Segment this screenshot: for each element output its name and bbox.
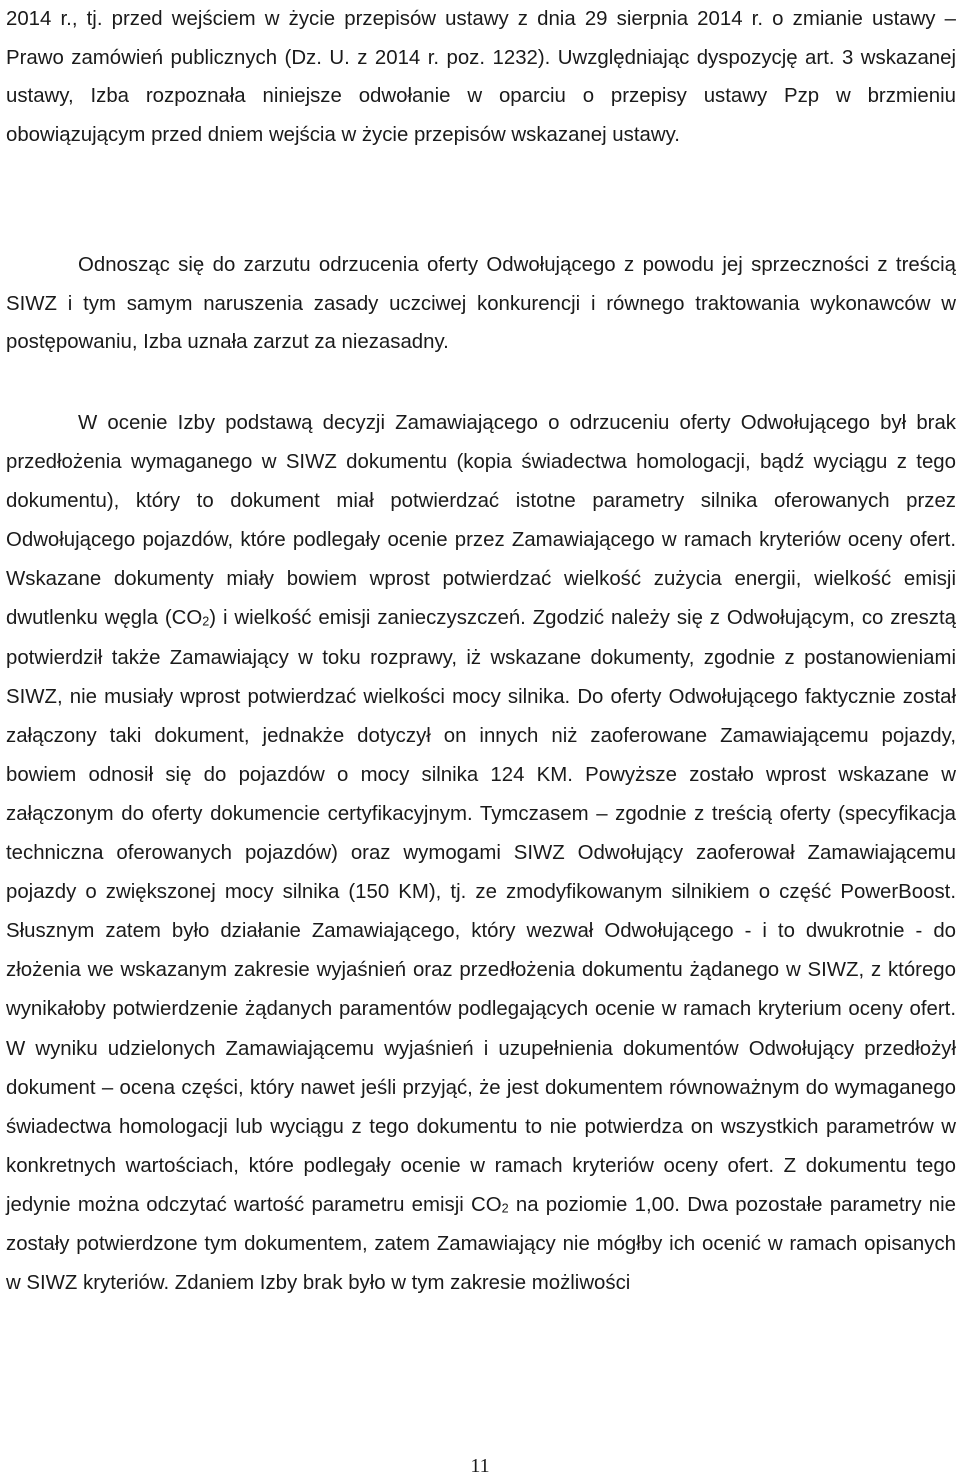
assessment-text-part-b: ) i wielkość emisji zanieczyszczeń. Zgodzić należy się z Odwołującym, co zresztą potwierdził także Zamawiający w toku rozprawy, iż wskazane dokumenty, zgodnie z postanowieniami SIWZ, nie musiały wprost potwierdzać wielkości mocy silnika. Do oferty Odwołującego faktycznie został załączony taki dokument, jednakże dotyczył on innych niż zaoferowane Zamawiającemu pojazdy, bowiem odnosił się do pojazdów o mocy silnika 124 KM. Powyższe zostało wprost wskazane w załączonym do oferty dokumencie certyfikacyjnym. Tymczasem – zgodnie z treścią oferty (specyfikacja techniczna oferowanych pojazdów) oraz wymogami SIWZ Odwołujący zaoferował Zamawiającemu pojazdy o zwiększonej mocy silnika (150 KM), tj. ze zmodyfikowanym silnikiem o część PowerBoost. Słusznym zatem było działanie Zamawiającego, który wezwał Odwołującego - i to dwukrotnie - do złożenia we wskazanym zakresie wyjaśnień oraz przedłożenia dokumentu żądanego w SIWZ, z którego wynikałoby potwierdzenie żądanych paramentów podlegających ocenie w ramach kryterium oceny ofert. W wyniku udzielonych Zamawiającemu wyjaśnień i uzupełnienia dokumentów Odwołujący przedłożył dokument – ocena części, który nawet jeśli przyjąć, że jest dokumentem równoważnym do wymaganego świadectwa homologacji lub wyciągu z tego dokumentu to nie potwierdza on wszystkich parametrów w konkretnych wartościach, które podlegały ocenie w ramach kryteriów oceny ofert. Z dokumentu tego jedynie można odczytać wartość parametru emisji CO: [6, 607, 956, 1216]
co2-subscript-second: 2: [501, 1201, 509, 1216]
assessment-text-part-c: na poziomie 1,00. Dwa pozostałe parametry nie zostały potwierdzone tym dokumentem, zatem Zamawiający nie mógłby ich ocenić w ramach opisanych w SIWZ kryteriów. Zdaniem Izby brak było w tym zakresie możliwości: [6, 1193, 956, 1295]
page-number: 11: [470, 1455, 490, 1477]
paragraph-legal-basis: 2014 r., tj. przed wejściem w życie przepisów ustawy z dnia 29 sierpnia 2014 r. o zmianie ustawy – Prawo zamówień publicznych (Dz. U. z 2014 r. poz. 1232). Uwzględniając dyspozycję art. 3 wskazanej ustawy, Izba rozpoznała niniejsze odwołanie w oparciu o przepisy ustawy Pzp w brzmieniu obowiązującym przed dniem wejścia w życie przepisów wskazanej ustawy.: [6, 8, 956, 146]
assessment-text-part-a: W ocenie Izby podstawą decyzji Zamawiającego o odrzuceniu oferty Odwołującego był brak przedłożenia wymaganego w SIWZ dokumentu (kopia świadectwa homologacji, bądź wyciągu z tego dokumentu), który to dokument miał potwierdzać istotne parametry silnika oferowanych przez Odwołującego pojazdów, które podlegały ocenie przez Zamawiającego w ramach kryteriów oceny ofert. Wskazane dokumenty miały bowiem wprost potwierdzać wielkość zużycia energii, wielkość emisji dwutlenku węgla (CO: [6, 412, 956, 630]
paragraph-rejection-claim: Odnosząc się do zarzutu odrzucenia oferty Odwołującego z powodu jej sprzeczności z treścią SIWZ i tym samym naruszenia zasady uczciwej konkurencji i równego traktowania wykonawców w postępowaniu, Izba uznała zarzut za niezasadny.: [6, 254, 956, 354]
co2-subscript: 2: [202, 614, 210, 629]
paragraph-chamber-assessment: [6, 404, 956, 1303]
